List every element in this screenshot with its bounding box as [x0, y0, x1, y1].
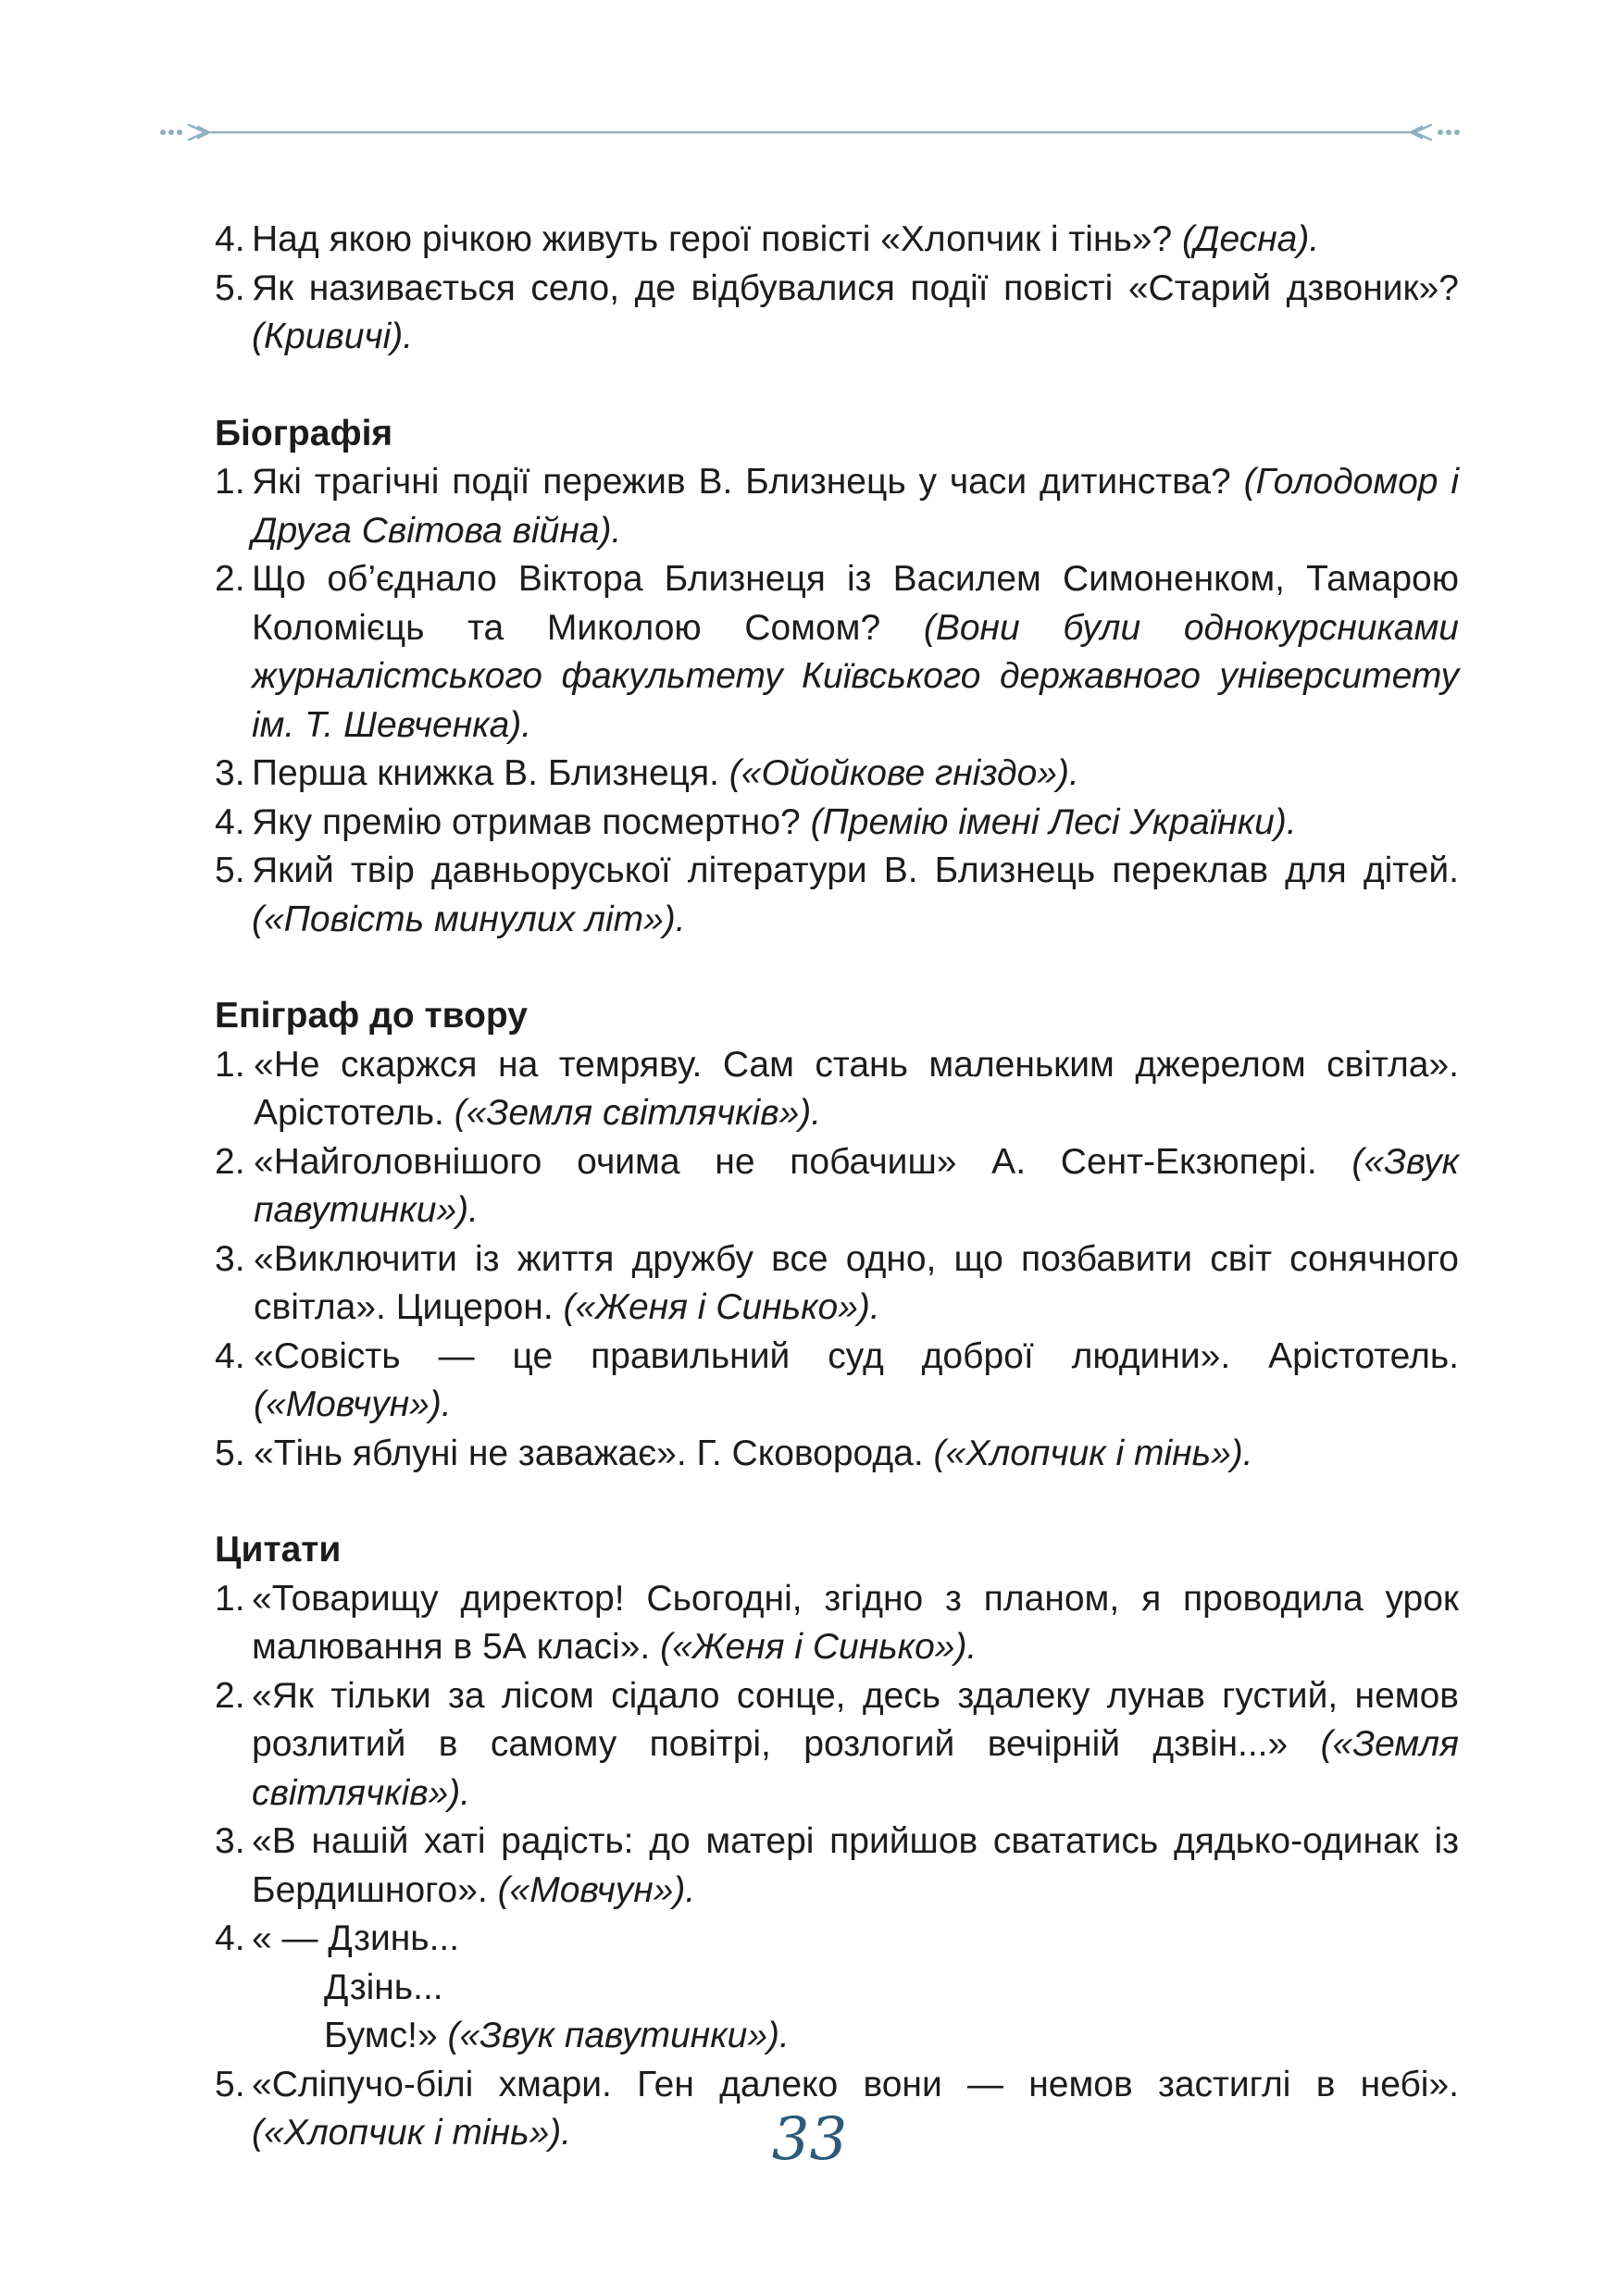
biography-list [215, 458, 1459, 944]
item-text: «Виключити із життя дружбу все одно, що позбавити світ сонячного світла». Цицерон. [254, 1238, 1459, 1327]
item-answer: («Женя і Синько»). [563, 1287, 880, 1327]
item-answer: («Повість минулих літ»). [252, 899, 686, 939]
section-epigraph [215, 992, 1459, 1478]
item-number: 1. [215, 1044, 245, 1085]
list-item [215, 555, 1459, 750]
page-content [215, 216, 1459, 2158]
item-number: 1. [215, 1578, 245, 1619]
item-answer: (Вони були однокурсниками журналістського факультету Київського державного університету ім. Т. Шевченка). [252, 607, 1459, 745]
item-answer: («Звук павутинки»). [254, 1141, 1459, 1230]
item-number: 3. [215, 753, 245, 793]
list-item [215, 1915, 1459, 2061]
item-text: Бумс!» [324, 2016, 448, 2055]
list-item [215, 1672, 1459, 1818]
item-answer: («Хлопчик і тінь»). [933, 1433, 1253, 1473]
list-item [215, 1235, 1459, 1333]
page-number: 33 [771, 2105, 848, 2174]
item-answer: («Ойойкове гніздо»). [729, 753, 1079, 793]
item-number: 2. [215, 1675, 245, 1716]
item-text: Яку премію отримав посмертно? [252, 801, 811, 842]
section-biography [215, 410, 1459, 945]
item-number: 3. [215, 1821, 245, 1861]
list-item [215, 216, 1459, 265]
item-number: 5. [215, 267, 245, 308]
item-answer: (Премію імені Лесі Українки). [810, 801, 1297, 842]
list-item [215, 750, 1459, 799]
list-item [215, 1818, 1459, 1915]
item-number: 5. [215, 850, 245, 890]
item-text: « — Дзинь... [252, 1918, 460, 1958]
item-answer: (Кривичі). [252, 316, 414, 356]
epigraph-list [215, 1041, 1459, 1479]
item-text: «Совість — це правильний суд доброї людини». Арістотель. [254, 1335, 1459, 1376]
list-item [215, 1575, 1459, 1672]
item-number: 4. [215, 1335, 245, 1376]
section-heading: Біографія [215, 413, 393, 453]
item-number: 5. [215, 1433, 245, 1473]
item-answer: («Звук павутинки»). [447, 2016, 790, 2055]
list-item [215, 1430, 1459, 1479]
header-ornament [157, 118, 1463, 146]
item-text: «Товарищу директор! Сьогодні, згідно з планом, я проводила урок малювання в 5А класі». [252, 1578, 1459, 1667]
item-answer: (Голодомор і Друга Світова війна). [252, 462, 1459, 551]
list-item [215, 847, 1459, 944]
list-item [215, 1041, 1459, 1138]
item-text: Над якою річкою живуть герої повісті «Хлопчик і тінь»? [252, 219, 1183, 259]
list-item [215, 1138, 1459, 1235]
item-answer: (Десна). [1182, 219, 1320, 259]
item-answer: («Земля світлячків»). [454, 1093, 822, 1133]
item-number: 4. [215, 1918, 245, 1958]
item-text: Які трагічні події пережив В. Близнець у часи дитинства? [252, 462, 1244, 502]
item-number: 5. [215, 2064, 245, 2104]
item-number: 1. [215, 462, 245, 502]
item-number: 2. [215, 1141, 245, 1182]
list-item [215, 458, 1459, 555]
item-answer: («Земля світлячків»). [252, 1724, 1459, 1813]
item-text: «В нашій хаті радість: до матері прийшов свататись дядько-одинак із Бердишного». [252, 1821, 1459, 1910]
item-text: «Тінь яблуні не заважає». Г. Сковорода. [254, 1433, 934, 1473]
item-number: 3. [215, 1238, 245, 1279]
quotes-list [215, 1575, 1459, 2158]
item-answer: («Хлопчик і тінь»). [252, 2113, 572, 2153]
section-heading: Епіграф до твору [215, 996, 528, 1036]
item-text: Перша книжка В. Близнеця. [252, 753, 729, 793]
list-item [215, 265, 1459, 362]
item-text: «Найголовнішого очима не побачиш» А. Сент-Екзюпері. [254, 1141, 1352, 1182]
list-item [215, 799, 1459, 848]
item-text: Дзінь... [324, 1967, 443, 2007]
item-number: 4. [215, 219, 245, 259]
section-quotes [215, 1526, 1459, 2158]
item-answer: («Мовчун»). [254, 1384, 452, 1424]
item-number: 2. [215, 559, 245, 599]
section-intro [215, 216, 1459, 362]
item-answer: («Мовчун»). [497, 1869, 696, 1910]
item-text: «Не скаржся на темряву. Сам стань маленьким джерелом світла». Арістотель. [254, 1044, 1459, 1133]
section-heading: Цитати [215, 1530, 342, 1570]
item-text: «Як тільки за лісом сідало сонце, десь здалеку лунав густий, немов розлитий в самому повітрі, розлогий вечірній дзвін...» [252, 1675, 1459, 1764]
list-item [215, 1333, 1459, 1430]
item-text: Як називається село, де відбувалися події повісті «Старий дзвоник»? [252, 267, 1459, 308]
item-text: Який твір давньоруської літератури В. Близнець переклав для дітей. [252, 850, 1459, 890]
item-text: Що об’єднало Віктора Близнеця із Василем Симоненком, Тамарою Коломієць та Миколою Сомом? [252, 559, 1459, 648]
intro-list [215, 216, 1459, 362]
item-answer: («Женя і Синько»). [660, 1627, 978, 1667]
item-text: «Сліпучо-білі хмари. Ген далеко вони — немов застиглі в небі». [252, 2064, 1459, 2104]
item-number: 4. [215, 801, 245, 842]
